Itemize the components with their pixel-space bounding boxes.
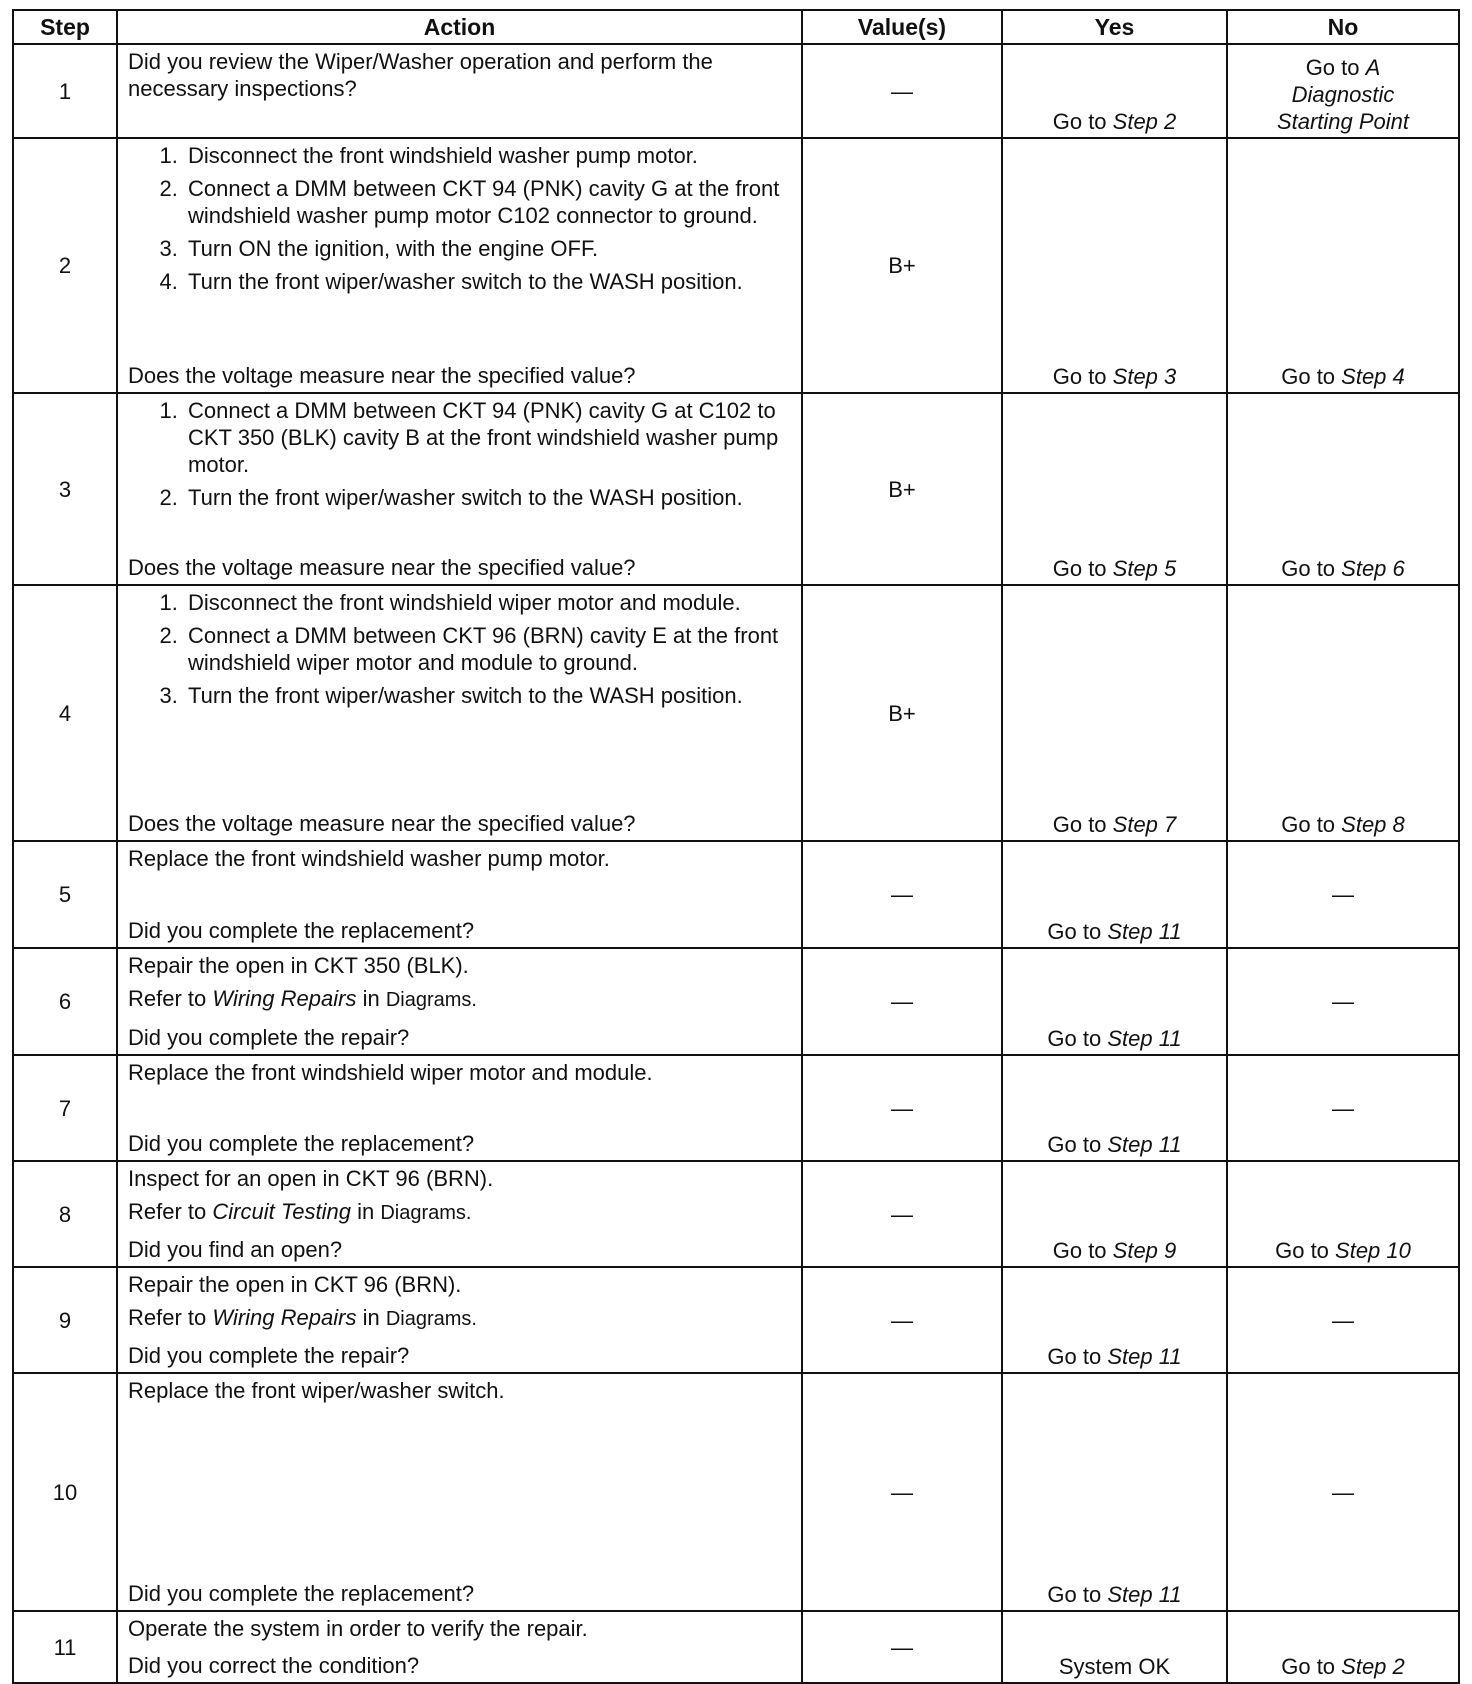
table-row xyxy=(13,138,1459,393)
value-cell: — xyxy=(802,44,1002,138)
action-item: 2. Turn the front wiper/washer switch to the WASH position. xyxy=(184,484,791,511)
action-refer: Refer to Wiring Repairs in Diagrams. xyxy=(128,1305,477,1330)
value-cell: — xyxy=(802,1161,1002,1267)
action-question: Did you complete the repair? xyxy=(128,1343,410,1368)
action-cell xyxy=(117,1611,802,1683)
step-number: 10 xyxy=(13,1373,117,1611)
action-cell xyxy=(117,1373,802,1611)
diagnostic-table xyxy=(12,9,1460,1684)
action-question: Does the voltage measure near the specified value? xyxy=(128,555,636,580)
action-text: Operate the system in order to verify the repair. xyxy=(128,1616,588,1641)
value-cell: — xyxy=(802,948,1002,1055)
header-action: Action xyxy=(117,10,802,44)
action-item: 3. Turn ON the ignition, with the engine OFF. xyxy=(184,235,791,262)
table-row xyxy=(13,1611,1459,1683)
table-row xyxy=(13,1373,1459,1611)
table-row xyxy=(13,1055,1459,1161)
yes-cell: Go to Step 11 xyxy=(1002,1055,1227,1161)
header-step: Step xyxy=(13,10,117,44)
action-text: Repair the open in CKT 350 (BLK). xyxy=(128,953,469,978)
value-cell: — xyxy=(802,841,1002,948)
action-cell xyxy=(117,585,802,841)
yes-cell: Go to Step 11 xyxy=(1002,1267,1227,1373)
action-cell xyxy=(117,138,802,393)
action-text: Replace the front wiper/washer switch. xyxy=(128,1378,505,1403)
action-question: Did you complete the replacement? xyxy=(128,918,475,943)
value-cell: — xyxy=(802,1267,1002,1373)
header-values: Value(s) xyxy=(802,10,1002,44)
action-item: 3. Turn the front wiper/washer switch to the WASH position. xyxy=(184,682,791,709)
action-cell xyxy=(117,841,802,948)
action-question: Did you correct the condition? xyxy=(128,1653,420,1678)
action-question: Did you complete the replacement? xyxy=(128,1131,475,1156)
table-row xyxy=(13,948,1459,1055)
action-question: Did you find an open? xyxy=(128,1237,343,1262)
no-cell: — xyxy=(1227,948,1459,1055)
step-number: 2 xyxy=(13,138,117,393)
action-refer: Refer to Wiring Repairs in Diagrams. xyxy=(128,986,477,1011)
action-cell xyxy=(117,1055,802,1161)
no-cell: Go to Step 6 xyxy=(1227,393,1459,585)
action-text: Replace the front windshield wiper motor and module. xyxy=(128,1060,653,1085)
value-cell: — xyxy=(802,1611,1002,1683)
no-cell: Go to A Diagnostic Starting Point xyxy=(1227,44,1459,138)
table-row xyxy=(13,1267,1459,1373)
action-text: Inspect for an open in CKT 96 (BRN). xyxy=(128,1166,494,1191)
action-item: 1. Disconnect the front windshield wiper motor and module. xyxy=(184,589,791,616)
action-cell xyxy=(117,44,802,138)
action-cell xyxy=(117,948,802,1055)
action-item: 2. Connect a DMM between CKT 94 (PNK) cavity G at the front windshield washer pump motor C102 connector to ground. xyxy=(184,175,791,229)
step-number: 4 xyxy=(13,585,117,841)
no-cell: — xyxy=(1227,1373,1459,1611)
action-list xyxy=(128,397,791,517)
header-no: No xyxy=(1227,10,1459,44)
no-cell: Go to Step 10 xyxy=(1227,1161,1459,1267)
no-cell: Go to Step 4 xyxy=(1227,138,1459,393)
action-cell xyxy=(117,393,802,585)
step-number: 1 xyxy=(13,44,117,138)
yes-cell: Go to Step 5 xyxy=(1002,393,1227,585)
action-list xyxy=(128,142,791,301)
yes-cell: Go to Step 9 xyxy=(1002,1161,1227,1267)
action-cell xyxy=(117,1161,802,1267)
no-cell: — xyxy=(1227,1267,1459,1373)
no-cell: Go to Step 8 xyxy=(1227,585,1459,841)
action-question: Did you complete the replacement? xyxy=(128,1581,475,1606)
table-row xyxy=(13,44,1459,138)
action-cell xyxy=(117,1267,802,1373)
value-cell: — xyxy=(802,1055,1002,1161)
step-number: 11 xyxy=(13,1611,117,1683)
table-row xyxy=(13,585,1459,841)
action-item: 4. Turn the front wiper/washer switch to the WASH position. xyxy=(184,268,791,295)
action-question: Does the voltage measure near the specified value? xyxy=(128,811,636,836)
yes-cell: System OK xyxy=(1002,1611,1227,1683)
table-row xyxy=(13,1161,1459,1267)
yes-cell: Go to Step 11 xyxy=(1002,948,1227,1055)
step-number: 9 xyxy=(13,1267,117,1373)
action-item: 2. Connect a DMM between CKT 96 (BRN) cavity E at the front windshield wiper motor and module to ground. xyxy=(184,622,791,676)
step-number: 8 xyxy=(13,1161,117,1267)
value-cell: B+ xyxy=(802,585,1002,841)
table-row xyxy=(13,393,1459,585)
value-cell: B+ xyxy=(802,138,1002,393)
action-question: Did you complete the repair? xyxy=(128,1025,410,1050)
diagnostic-table-sheet xyxy=(12,9,1458,1677)
no-cell: — xyxy=(1227,1055,1459,1161)
no-cell: — xyxy=(1227,841,1459,948)
yes-cell: Go to Step 11 xyxy=(1002,1373,1227,1611)
step-number: 6 xyxy=(13,948,117,1055)
yes-cell: Go to Step 3 xyxy=(1002,138,1227,393)
yes-cell: Go to Step 7 xyxy=(1002,585,1227,841)
action-item: 1. Connect a DMM between CKT 94 (PNK) cavity G at C102 to CKT 350 (BLK) cavity B at the front windshield washer pump motor. xyxy=(184,397,791,478)
action-text: Did you review the Wiper/Washer operation and perform the necessary inspections? xyxy=(128,49,713,101)
step-number: 3 xyxy=(13,393,117,585)
value-cell: B+ xyxy=(802,393,1002,585)
step-number: 7 xyxy=(13,1055,117,1161)
header-row xyxy=(13,10,1459,44)
value-cell: — xyxy=(802,1373,1002,1611)
action-refer: Refer to Circuit Testing in Diagrams. xyxy=(128,1199,472,1224)
action-question: Does the voltage measure near the specified value? xyxy=(128,363,636,388)
action-text: Repair the open in CKT 96 (BRN). xyxy=(128,1272,462,1297)
yes-cell: Go to Step 2 xyxy=(1002,44,1227,138)
action-list xyxy=(128,589,791,715)
yes-cell: Go to Step 11 xyxy=(1002,841,1227,948)
step-number: 5 xyxy=(13,841,117,948)
action-item: 1. Disconnect the front windshield washer pump motor. xyxy=(184,142,791,169)
header-yes: Yes xyxy=(1002,10,1227,44)
table-row xyxy=(13,841,1459,948)
no-cell: Go to Step 2 xyxy=(1227,1611,1459,1683)
action-text: Replace the front windshield washer pump motor. xyxy=(128,846,610,871)
